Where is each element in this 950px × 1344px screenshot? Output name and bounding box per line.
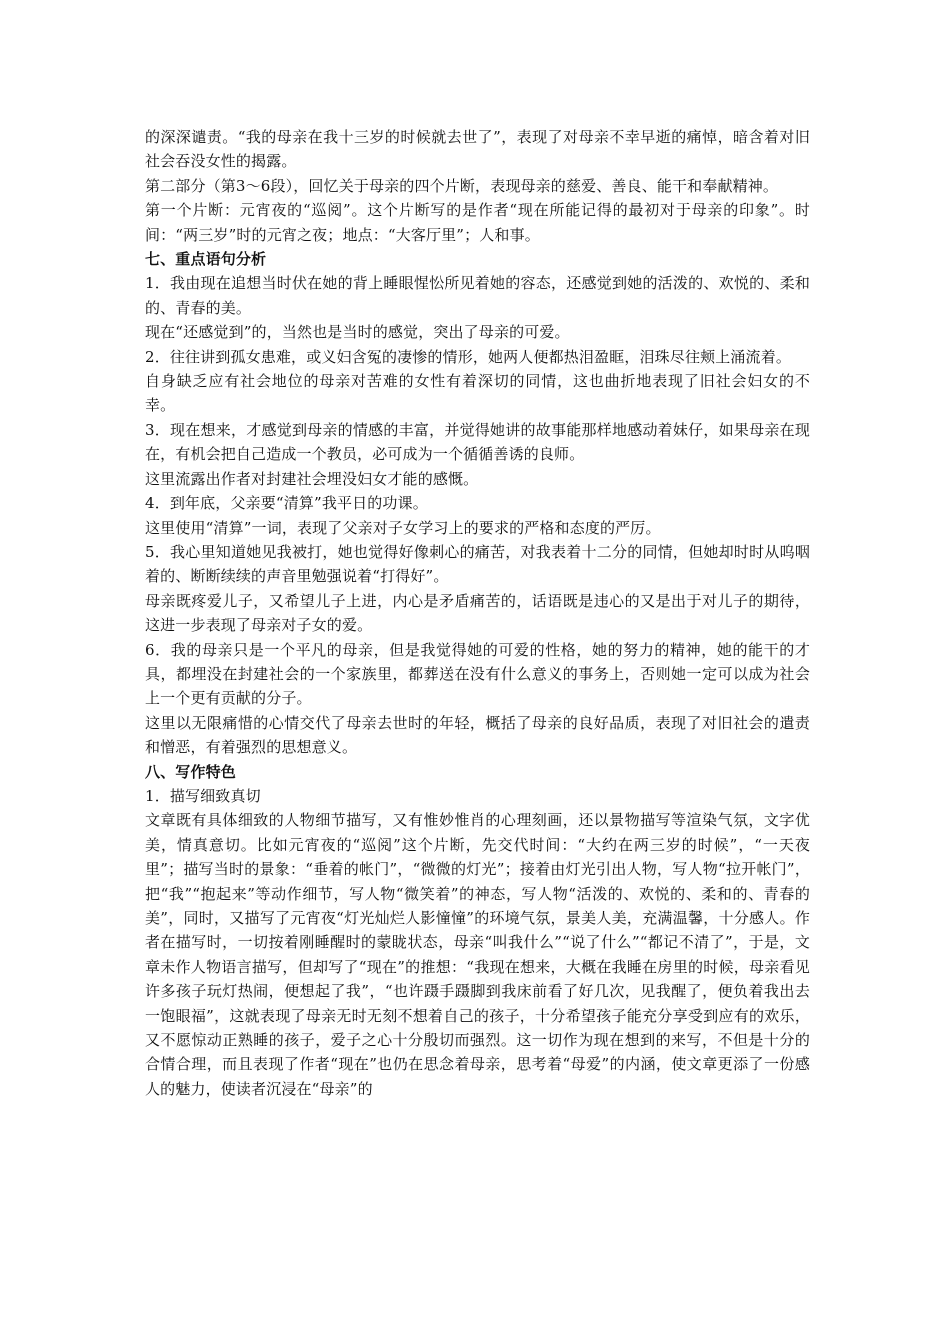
paragraph-intro-end: 的深深谴责。“我的母亲在我十三岁的时候就去世了”，表现了对母亲不幸早逝的痛悼，暗含着对旧社会吞没女性的揭露。	[145, 128, 810, 171]
sentence-5: 5．我心里知道她见我被打，她也觉得好像刺心的痛苦，对我表着十二分的同情，但她却时时从呜咽着的、断断续续的声音里勉强说着“打得好”。	[145, 542, 810, 586]
sentence-6: 6．我的母亲只是一个平凡的母亲，但是我觉得她的可爱的性格，她的努力的精神，她的能干的才具，都埋没在封建社会的一个家族里，都葬送在没有什么意义的事务上，否则她一定可以成为社会上一个更有贡献的分子。	[145, 640, 810, 708]
document-page	[145, 125, 810, 1101]
paragraph-part-two: 第二部分（第3～6段），回忆关于母亲的四个片断，表现母亲的慈爱、善良、能干和奉献精神。	[145, 176, 779, 195]
section-heading-writing-features: 八、写作特色	[145, 762, 236, 781]
sentence-3: 3．现在想来，才感觉到母亲的情感的丰富，并觉得她讲的故事能那样地感动着妹仔，如果母亲在现在，有机会把自己造成一个教员，必可成为一个循循善诱的良师。	[145, 420, 810, 464]
sentence-4: 4．到年底，父亲要“清算”我平日的功课。	[145, 494, 428, 513]
sentence-4-analysis: 这里使用“清算”一词，表现了父亲对子女学习上的要求的严格和态度的严厉。	[145, 518, 661, 537]
sentence-2: 2．往往讲到孤女患难，或义妇含冤的凄惨的情形，她两人便都热泪盈眶，泪珠尽往颊上涌流着。	[145, 347, 791, 366]
feature-1-title: 1．描写细致真切	[145, 786, 261, 805]
sentence-1-analysis: 现在“还感觉到”的，当然也是当时的感觉，突出了母亲的可爱。	[145, 323, 570, 342]
feature-1-body: 文章既有具体细致的人物细节描写，又有惟妙惟肖的心理刻画，还以景物描写等渲染气氛，文字优美，情真意切。比如元宵夜的“巡阅”这个片断，先交代时间：“大约在两三岁的时候”，“一天夜里”；描写当时的景象：“垂着的帐门”，“微微的灯光”；接着由灯光引出人物，写人物“拉开帐门”，把“我”“抱起来”等动作细节，写人物“微笑着”的神态，写人物“活泼的、欢悦的、柔和的、青春的美”，同时，又描写了元宵夜“灯光灿烂人影憧憧”的环境气氛，景美人美，充满温馨，十分感人。作者在描写时，一切按着刚睡醒时的蒙眬状态，母亲“叫我什么”“说了什么”“都记不清了”，于是，文章未作人物语言描写，但却写了“现在”的推想：“我现在想来，大概在我睡在房里的时候，母亲看见许多孩子玩灯热闹，便想起了我”，“也许蹑手蹑脚到我床前看了好几次，见我醒了，便负着我出去一饱眼福”，这就表现了母亲无时无刻不想着自己的孩子，十分希望孩子能充分享受到应有的欢乐，又不愿惊动正熟睡的孩子，爱子之心十分殷切而强烈。这一切作为现在想到的来写，不但是十分的合情合理，而且表现了作者“现在”也仍在思念着母亲，思考着“母爱”的内涵，使文章更添了一份感人的魅力，使读者沉浸在“母亲”的	[145, 811, 810, 1098]
sentence-2-analysis: 自身缺乏应有社会地位的母亲对苦难的女性有着深切的同情，这也曲折地表现了旧社会妇女的不幸。	[145, 372, 810, 415]
sentence-5-analysis: 母亲既疼爱儿子，又希望儿子上进，内心是矛盾痛苦的，话语既是违心的又是出于对儿子的期待，这进一步表现了母亲对子女的爱。	[145, 591, 810, 635]
sentence-1: 1．我由现在追想当时伏在她的背上睡眼惺忪所见着她的容态，还感觉到她的活泼的、欢悦的、柔和的、青春的美。	[145, 274, 810, 317]
sentence-3-analysis: 这里流露出作者对封建社会埋没妇女才能的感慨。	[145, 469, 479, 488]
sentence-6-analysis: 这里以无限痛惜的心情交代了母亲去世时的年轻，概括了母亲的良好品质，表现了对旧社会的遣责和憎恶，有着强烈的思想意义。	[145, 713, 810, 757]
section-heading-key-sentences: 七、重点语句分析	[145, 250, 267, 269]
paragraph-first-fragment: 第一个片断：元宵夜的“巡阅”。这个片断写的是作者“现在所能记得的最初对于母亲的印象”。时间：“两三岁”时的元宵之夜；地点：“大客厅里”；人和事。	[145, 201, 810, 244]
